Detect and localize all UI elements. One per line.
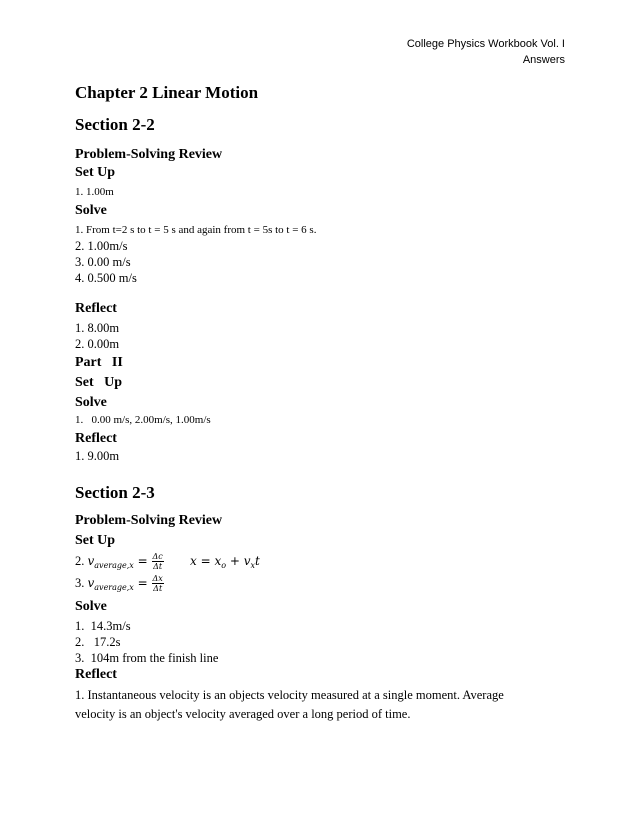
- document-body: [75, 82, 565, 724]
- problem-solving-review-heading-2: Problem-Solving Review: [75, 513, 223, 528]
- solve-heading: Solve: [75, 203, 107, 218]
- reflect-answer-1: 1. 8.00m: [75, 321, 120, 335]
- part-ii-heading: Part II: [75, 355, 123, 370]
- fraction-numerator: Δc: [152, 552, 163, 561]
- part-ii-solve-heading: Solve: [75, 395, 107, 410]
- part-ii-reflect-answer-1: 1. 9.00m: [75, 449, 120, 463]
- fraction-denominator: Δt: [153, 562, 163, 571]
- fraction-2: [152, 574, 164, 593]
- part-ii-setup-heading: Set Up: [75, 375, 123, 390]
- velocity-subscript: average,x: [94, 561, 134, 570]
- equation-line-2: [75, 550, 565, 572]
- time-symbol: t: [255, 554, 260, 568]
- section-2-3-reflect-line-1: 1. Instantaneous velocity is an objects velocity measured at a single moment. Average: [75, 688, 504, 702]
- solve-answer-1: 1. From t=2 s to t = 5 s and again from t = 5s to t = 6 s.: [75, 224, 317, 236]
- velocity-subscript-2: average,x: [94, 583, 134, 592]
- average-velocity-equation: [87, 552, 164, 571]
- header-subtitle: Answers: [522, 54, 565, 66]
- chapter-title: Chapter 2 Linear Motion: [75, 83, 259, 102]
- fraction-numerator-2: Δx: [152, 574, 163, 583]
- solve-answer-3: 3. 0.00 m/s: [75, 255, 131, 269]
- x-subscript: x: [250, 561, 256, 570]
- reflect-heading: Reflect: [75, 301, 117, 316]
- equation-number-3: 3.: [75, 576, 85, 590]
- average-velocity-equation-2: [87, 574, 164, 593]
- section-2-3-solve-answer-3: 3. 104m from the finish line: [75, 651, 219, 665]
- setup-answer-1: 1. 1.00m: [75, 186, 114, 198]
- section-2-3-reflect-line-2: velocity is an object's velocity averaged over a long period of time.: [75, 707, 411, 721]
- section-2-3-title: Section 2-3: [75, 483, 155, 502]
- set-up-heading: Set Up: [75, 165, 116, 180]
- part-ii-solve-answer-1: 1. 0.00 m/s, 2.00m/s, 1.00m/s: [75, 414, 211, 426]
- plus-velocity: + v: [226, 554, 251, 568]
- reflect-heading-2: Reflect: [75, 667, 117, 682]
- solve-heading-2: Solve: [75, 599, 107, 614]
- section-2-3-solve-answer-2: 2. 17.2s: [75, 635, 121, 649]
- problem-solving-review-heading: Problem-Solving Review: [75, 147, 223, 162]
- header-title: College Physics Workbook Vol. I: [406, 38, 565, 50]
- equals-sign-2: =: [137, 576, 148, 590]
- solve-answer-2: 2. 1.00m/s: [75, 239, 128, 253]
- velocity-symbol: v: [87, 554, 95, 568]
- position-lhs: x = x: [190, 554, 222, 568]
- equals-sign: =: [137, 554, 148, 568]
- fraction-denominator-2: Δt: [153, 584, 163, 593]
- equation-number-2: 2.: [75, 554, 85, 568]
- section-2-2-title: Section 2-2: [75, 115, 155, 134]
- velocity-symbol-2: v: [87, 576, 95, 590]
- solve-answer-4: 4. 0.500 m/s: [75, 271, 137, 285]
- equation-line-3: [75, 572, 565, 594]
- section-2-3-solve-answer-1: 1. 14.3m/s: [75, 619, 131, 633]
- initial-subscript: o: [221, 561, 227, 570]
- set-up-heading-2: Set Up: [75, 533, 116, 548]
- part-ii-reflect-heading: Reflect: [75, 431, 117, 446]
- running-header: [407, 36, 565, 68]
- fraction: [152, 552, 164, 571]
- reflect-answer-2: 2. 0.00m: [75, 337, 120, 351]
